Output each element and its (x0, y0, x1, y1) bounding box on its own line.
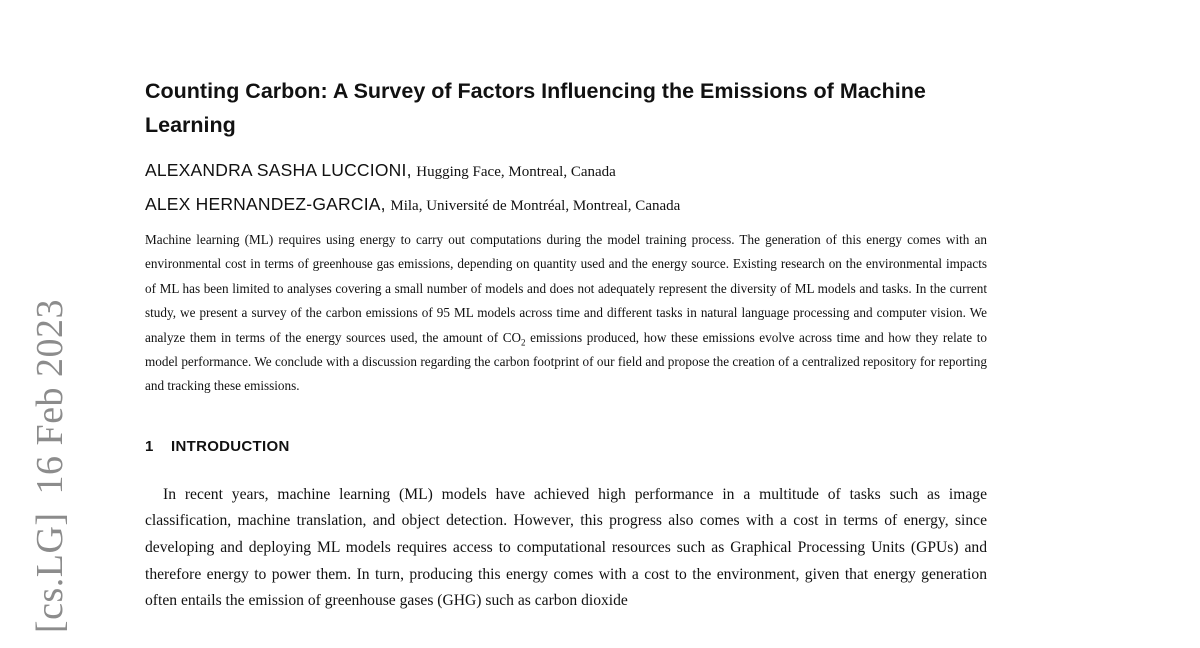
section-title: INTRODUCTION (171, 437, 290, 455)
arxiv-category: [cs.LG] (29, 512, 71, 634)
abstract-text-part2: emissions produced, how these emissions evolve across time and how they relate to model performance. We conclude with a discussion regarding the carbon footprint of our field and propose the creation of a centralized repository for reporting and tracking these emissions. (145, 329, 987, 394)
author-entry (145, 154, 987, 188)
author-name: ALEX HERNANDEZ-GARCIA (145, 194, 381, 214)
co2-subscript: 2 (521, 337, 526, 348)
arxiv-date: 16 Feb 2023 (29, 298, 71, 495)
paper-content (145, 74, 987, 630)
abstract-text-part1: Machine learning (ML) requires using energy to carry out computations during the model training process. The generation of this energy comes with an environmental cost in terms of greenhouse gas emissions, depending on quantity used and the energy source. Existing research on the environmental impacts of ML has been limited to analyses covering a small number of models and does not adequately represent the diversity of ML models and tasks. In the current study, we present a survey of the carbon emissions of 95 ML models across time and different tasks in natural language processing and computer vision. We analyze them in terms of the energy sources used, the amount of CO (145, 232, 987, 345)
paper-title: Counting Carbon: A Survey of Factors Influencing the Emissions of Machine Learning (145, 79, 926, 137)
author-affiliation: Hugging Face, Montreal, Canada (416, 164, 616, 180)
author-name: ALEXANDRA SASHA LUCCIONI (145, 160, 407, 180)
introduction-paragraph: In recent years, machine learning (ML) models have achieved high performance in a multitude of tasks such as image classification, machine translation, and object detection. However, this progress also comes with a cost in terms of energy, since developing and deploying ML models requires access to computational resources such as Graphical Processing Units (GPUs) and therefore energy to power them. In turn, producing this energy comes with a cost to the environment, given that energy generation often entails the emission of greenhouse gases (GHG) such as carbon dioxide (145, 485, 987, 610)
section-number: 1 (145, 437, 154, 455)
author-list (145, 154, 987, 222)
section-heading (145, 437, 987, 457)
author-separator: , (380, 194, 391, 214)
author-entry (145, 188, 987, 222)
author-separator: , (406, 160, 417, 180)
abstract (145, 228, 987, 399)
author-affiliation: Mila, Université de Montréal, Montreal, Canada (390, 198, 681, 214)
arxiv-sidebar-stamp (28, 299, 72, 633)
